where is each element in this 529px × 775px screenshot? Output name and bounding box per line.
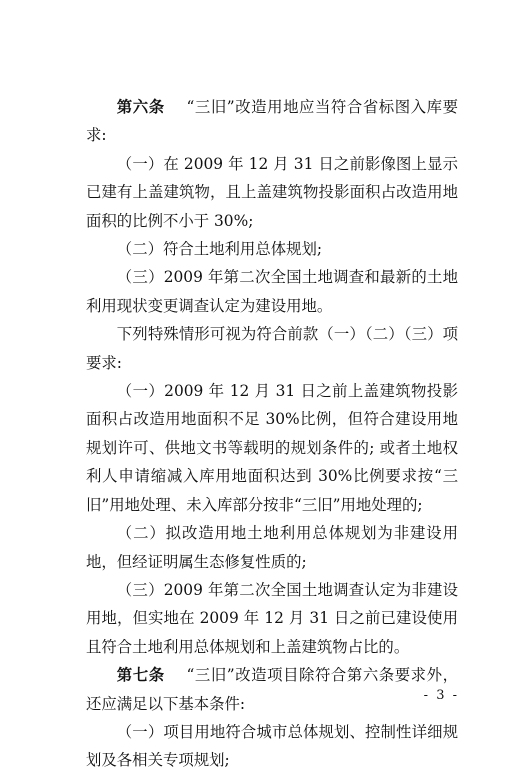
article-7-heading: 第七条 [116, 666, 165, 685]
article-6-item-2: （二）符合土地利用总体规划; [116, 240, 323, 259]
article-6-intro: “三旧”改造用地应当符合省标图入库要求: [86, 98, 458, 145]
article-6-item-3: （三）2009 年第二次全国土地调查和最新的土地利用现状变更调查认定为建设用地。 [86, 268, 458, 315]
article-6-item-1: （一）在 2009 年 12 月 31 日之前影像图上显示已建有上盖建筑物，且上盖建筑物投影面积占改造用地面积的比例不小于 30%; [86, 154, 458, 230]
special-case-1: （一）2009 年 12 月 31 日之前上盖建筑物投影面积占改造用地面积不足 30%比例，但符合建设用地规划许可、供地文书等载明的规划条件的; 或者土地权利人申请缩减入库用地面积达到 30%比例要求按“三旧”用地处理、未入库部分按非“三旧”用地处理的; [86, 382, 458, 514]
special-case-3: （三）2009 年第二次全国土地调查认定为非建设用地，但实地在 2009 年 12 月 31 日之前已建设使用且符合土地利用总体规划和上盖建筑物占比的。 [86, 580, 458, 656]
special-case-2: （二）拟改造用地土地利用总体规划为非建设用地，但经证明属生态修复性质的; [86, 524, 458, 571]
article-7-intro-paragraph [86, 661, 458, 718]
article-7-intro: “三旧”改造项目除符合第六条要求外，还应满足以下基本条件: [86, 666, 458, 713]
page-number: - 3 - [423, 688, 459, 703]
special-cases-intro: 下列特殊情形可视为符合前款（一）（二）（三）项要求: [86, 325, 458, 372]
article-6-intro-paragraph [86, 93, 458, 150]
body-text [86, 93, 458, 775]
article-7-item-1: （一）项目用地符合城市总体规划、控制性详细规划及各相关专项规划; [86, 722, 458, 770]
article-6-heading: 第六条 [116, 98, 165, 116]
